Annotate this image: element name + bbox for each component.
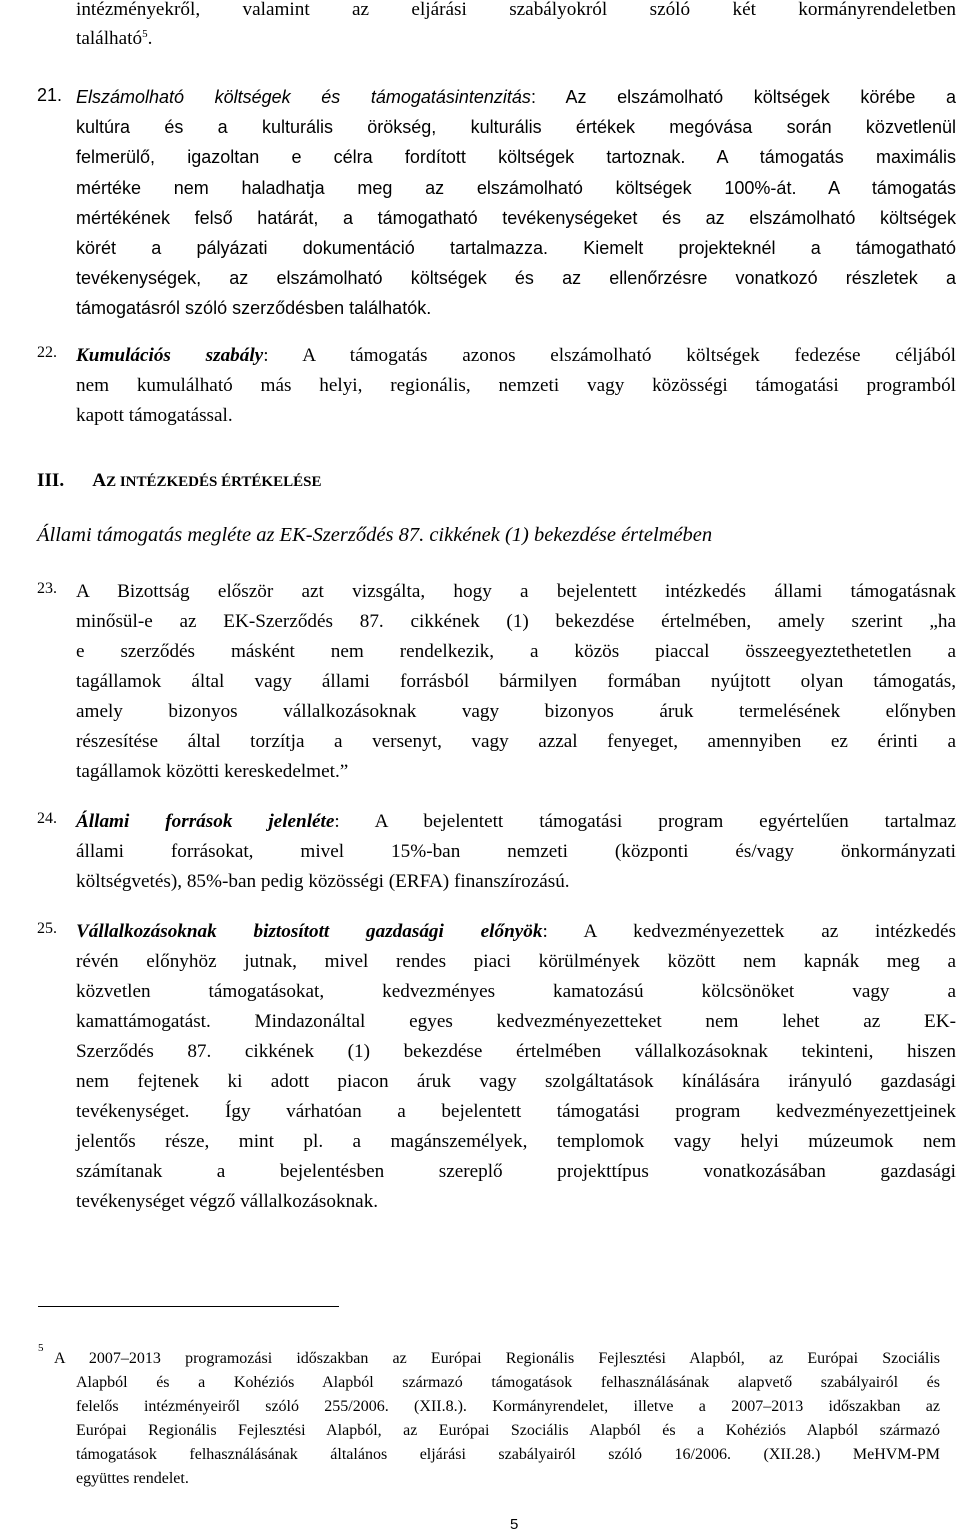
text-line: felmerülő, igazoltan e célra fordított költségek tartoznak. A támogatás maximális (76, 147, 956, 167)
text-fragment: : A bejelentett támogatási program egyértelűen tartalmaz (334, 811, 956, 832)
text-line: mértékének felső határát, a támogatható tevékenységeket és az elszámolható költségek (76, 208, 956, 228)
text-fragment: : A támogatás azonos elszámolható költségek fedezése céljából (263, 345, 956, 366)
text-line: mértéke nem haladhatja meg az elszámolható költségek 100%-át. A támogatás (76, 178, 956, 198)
paragraph-title: Vállalkozásoknak biztosított gazdasági előnyök (76, 921, 543, 942)
paragraph-first-line (76, 920, 956, 944)
section-title: Z INTÉZKEDÉS ÉRTÉKELÉSE (106, 474, 322, 490)
text-line: tevékenységet. Így várhatóan a bejelentett támogatási program kedvezményezettjeinek (76, 1101, 956, 1122)
text-fragment: . (147, 28, 153, 49)
paragraph-number: 21. (37, 85, 63, 105)
paragraph-first-line (76, 344, 956, 368)
text-line: nem fejtenek ki adott piacon áruk vagy szolgáltatások kínálására irányuló gazdasági (76, 1071, 956, 1092)
text-line: e szerződés másként nem rendelkezik, a közös piaccal összeegyeztethetetlen a (76, 641, 956, 662)
footnote-line: felelős intézményeiről szóló 255/2006. (XII.8.). Kormányrendelet, illetve a 2007–2013 időszakban az (76, 1398, 940, 1415)
footnote-line: támogatások felhasználásának általános eljárási szabályairól szóló 16/2006. (XII.28.) MeHVM-PM (76, 1446, 940, 1463)
text-line: tagállamok közötti kereskedelmet.” (76, 761, 349, 782)
text-line: Szerződés 87. cikkének (1) bekezdése értelmében vállalkozásoknak tekinteni, hiszen (76, 1041, 956, 1062)
text-line (76, 22, 956, 49)
text-line: tevékenységet végző vállalkozásoknak. (76, 1191, 379, 1212)
paragraph-title: Állami források jelenléte (76, 811, 335, 832)
paragraph-number: 25. (37, 920, 57, 937)
text-line: kultúra és a kulturális örökség, kulturális értékek megóvása során közvetlenül (76, 117, 956, 137)
footnote-ref: 5 (142, 28, 148, 40)
section-title-initial: A (92, 470, 107, 491)
footnote-line: A 2007–2013 programozási időszakban az Európai Regionális Fejlesztési Alapból, az Európai Szociális (54, 1350, 940, 1367)
paragraph-title: Elszámolható költségek és támogatásintenzitás (76, 87, 531, 107)
text-line: amely bizonyos vállalkozásoknak vagy bizonyos áruk termelésének előnyben (76, 701, 956, 722)
text-line: tevékenységek, az elszámolható költségek és az ellenőrzésre vonatkozó részletek a (76, 268, 956, 288)
text-line: tagállamok által vagy állami forrásból bármilyen formában nyújtott olyan támogatás, (76, 671, 956, 692)
paragraph-title: Kumulációs szabály (76, 345, 264, 366)
text-line: közvetlen támogatásokat, kedvezményes kamatozású kölcsönöket vagy a (76, 981, 956, 1002)
text-fragment: : Az elszámolható költségek körébe a (530, 87, 956, 107)
text-line: jelentős része, mint pl. a magánszemélyek, templomok vagy helyi múzeumok nem (76, 1131, 956, 1152)
paragraph-number: 24. (37, 810, 57, 827)
page-number: 5 (510, 1516, 519, 1533)
text-line: A Bizottság először azt vizsgálta, hogy a bejelentett intézkedés állami támogatásnak (76, 581, 956, 602)
footnote-separator (38, 1306, 339, 1307)
text-fragment: található (76, 28, 143, 49)
text-line: állami forrásokat, mivel 15%-ban nemzeti (központi és/vagy önkormányzati (76, 841, 956, 862)
footnote-line: együttes rendelet. (76, 1470, 189, 1487)
paragraph-first-line (76, 810, 956, 834)
paragraph-first-line (76, 85, 956, 109)
footnote-mark: 5 (38, 1342, 44, 1354)
text-line: költségvetés), 85%-ban pedig közösségi (ERFA) finanszírozású. (76, 871, 570, 892)
text-line: részesítése által torzítja a versenyt, vagy azzal fenyeget, amennyiben ez érinti a (76, 731, 956, 752)
text-line: minősül-e az EK-Szerződés 87. cikkének (1) bekezdése értelmében, amely szerint „ha (76, 611, 956, 632)
text-line: számítanak a bejelentésben szereplő projekttípus vonatkozásában gazdasági (76, 1161, 956, 1182)
text-line: kapott támogatással. (76, 405, 233, 426)
section-heading (37, 470, 321, 492)
paragraph-number: 22. (37, 344, 57, 361)
section-roman: III. (37, 470, 65, 491)
text-line: révén előnyhöz jutnak, mivel rendes piaci körülmények között nem kapnák meg a (76, 951, 956, 972)
text-line: körét a pályázati dokumentáció tartalmazza. Kiemelt projekteknél a támogatható (76, 238, 956, 258)
text-line: nem kumulálható más helyi, regionális, nemzeti vagy közösségi támogatási programból (76, 375, 956, 396)
footnote-line: Európai Regionális Fejlesztési Alapból, az Európai Szociális Alapból és a Kohéziós Alapból származó (76, 1422, 940, 1439)
text-line: kamattámogatást. Mindazonáltal egyes kedvezményezetteket nem lehet az EK- (76, 1011, 956, 1032)
text-line: támogatásról szóló szerződésben találhatók. (76, 298, 432, 318)
subheading: Állami támogatás megléte az EK-Szerződés 87. cikkének (1) bekezdése értelmében (37, 524, 713, 546)
paragraph-number: 23. (37, 580, 57, 597)
text-line: intézményekről, valamint az eljárási szabályokról szóló két kormányrendeletben (76, 0, 956, 20)
footnote-line: Alapból és a Kohéziós Alapból származó támogatások felhasználásának alapvető szabályairól és (76, 1374, 940, 1391)
text-fragment: : A kedvezményezettek az intézkedés (542, 921, 956, 942)
